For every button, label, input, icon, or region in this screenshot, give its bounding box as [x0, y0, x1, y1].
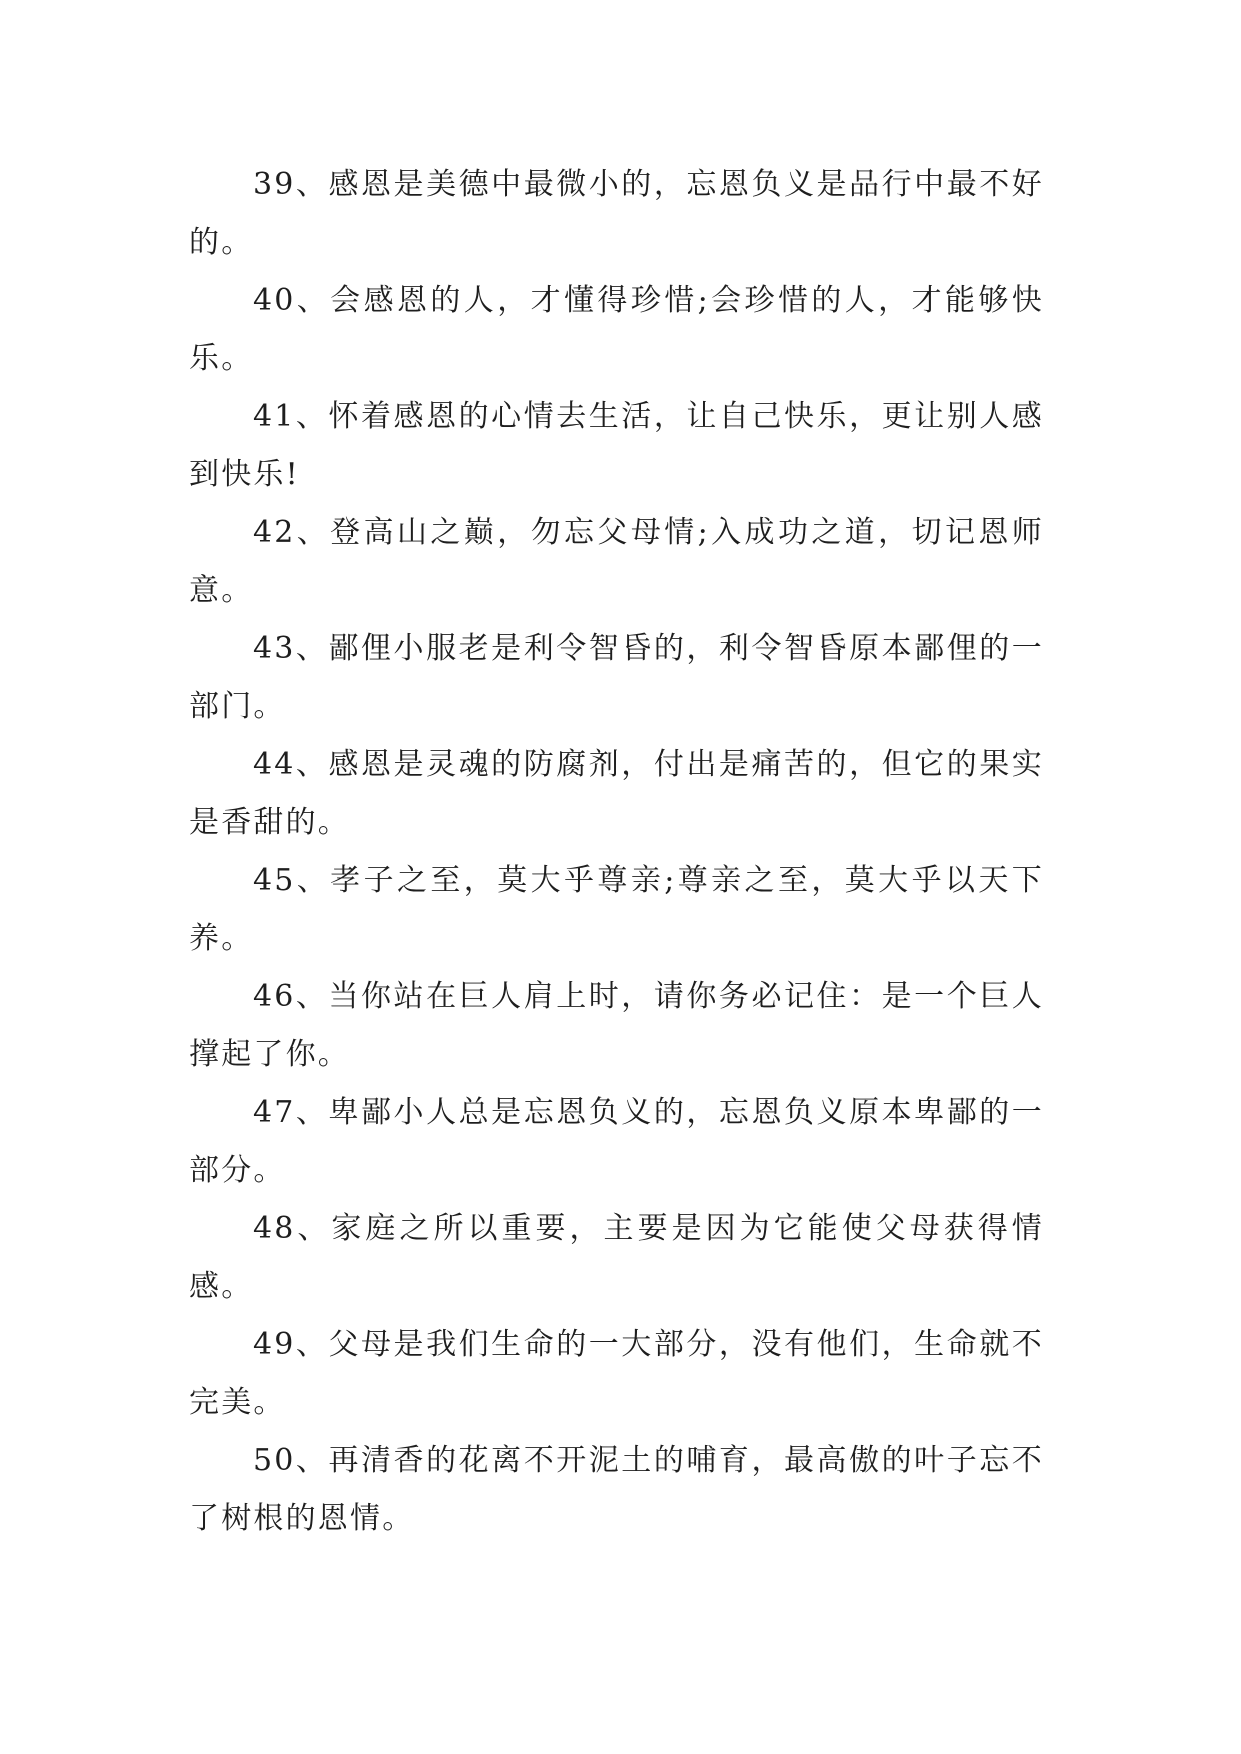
quote-paragraph-47: 47、卑鄙小人总是忘恩负义的，忘恩负义原本卑鄙的一部分。 [189, 1095, 1044, 1188]
quote-paragraph-43: 43、鄙俚小服老是利令智昏的，利令智昏原本鄙俚的一部门。 [189, 631, 1044, 724]
quote-paragraph-45: 45、孝子之至，莫大乎尊亲;尊亲之至，莫大乎以天下养。 [189, 863, 1044, 956]
quote-paragraph-40: 40、会感恩的人，才懂得珍惜;会珍惜的人，才能够快乐。 [189, 283, 1044, 376]
quote-paragraph-41: 41、怀着感恩的心情去生活，让自己快乐，更让别人感到快乐! [189, 399, 1044, 492]
document-body [189, 156, 1044, 1548]
quote-paragraph-48: 48、家庭之所以重要，主要是因为它能使父母获得情感。 [189, 1211, 1044, 1304]
quote-paragraph-46: 46、当你站在巨人肩上时，请你务必记住：是一个巨人撑起了你。 [189, 979, 1044, 1072]
quote-paragraph-44: 44、感恩是灵魂的防腐剂，付出是痛苦的，但它的果实是香甜的。 [189, 747, 1044, 840]
quote-paragraph-50: 50、再清香的花离不开泥土的哺育，最高傲的叶子忘不了树根的恩情。 [189, 1443, 1044, 1536]
quote-paragraph-49: 49、父母是我们生命的一大部分，没有他们，生命就不完美。 [189, 1327, 1044, 1420]
quote-paragraph-42: 42、登高山之巅，勿忘父母情;入成功之道，切记恩师意。 [189, 515, 1044, 608]
quote-paragraph-39: 39、感恩是美德中最微小的，忘恩负义是品行中最不好的。 [189, 167, 1044, 260]
